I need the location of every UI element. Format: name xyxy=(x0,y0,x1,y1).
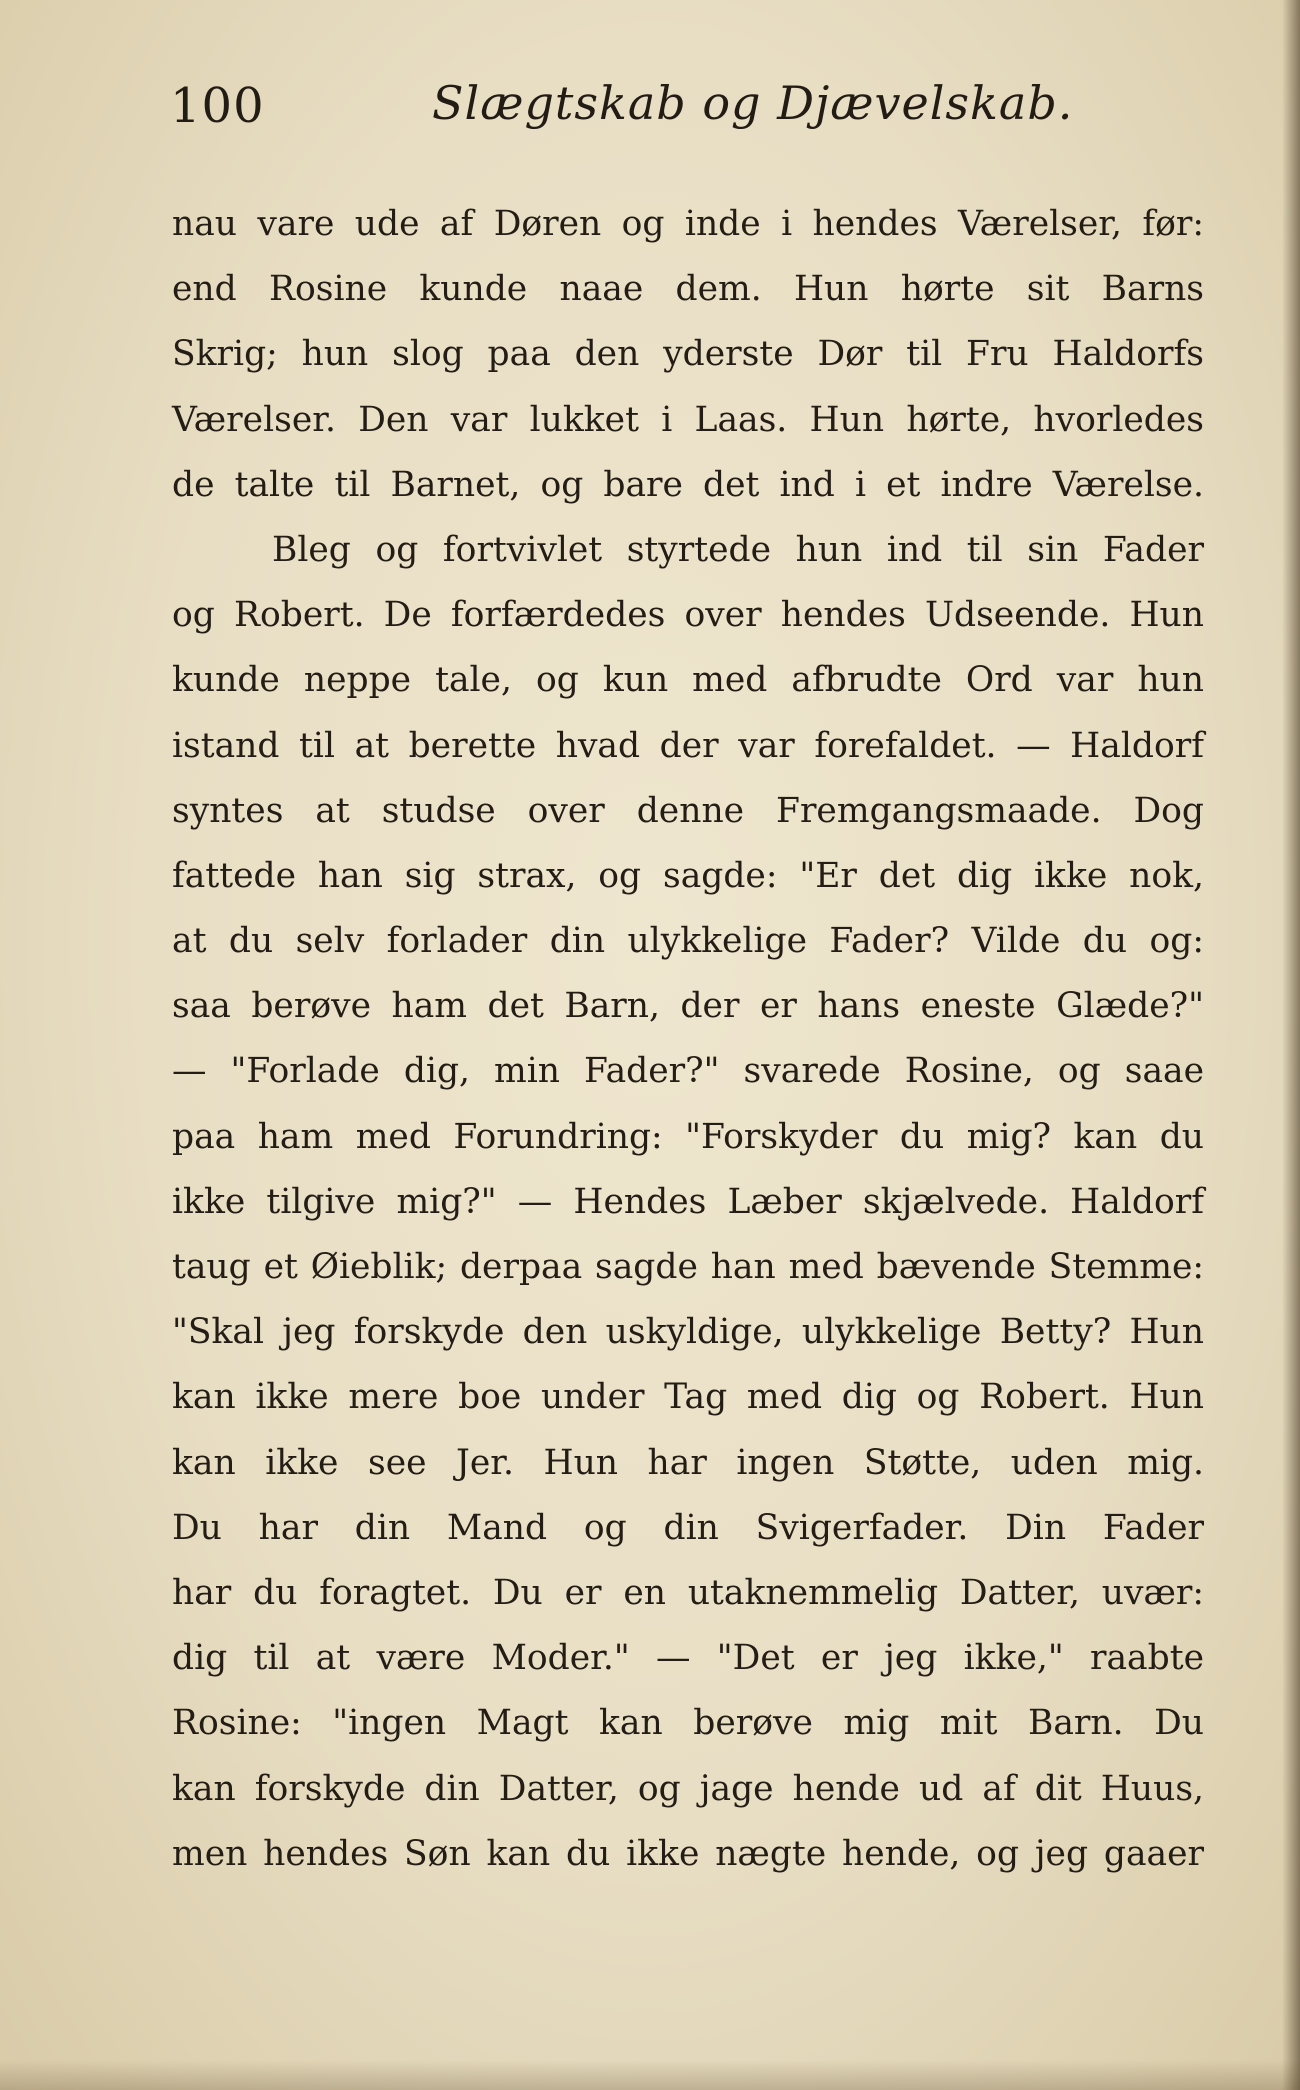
page-edge-shadow xyxy=(1282,0,1300,2090)
text-line: men hendes Søn kan du ikke nægte hende, og jeg gaaer xyxy=(172,1833,1204,1874)
text-line: paa ham med Forundring: "Forskyder du mig? kan du xyxy=(172,1116,1204,1157)
text-line: nau vare ude af Døren og inde i hendes Værelser, før: xyxy=(172,204,1204,244)
text-line: — "Forlade dig, min Fader?" svarede Rosine, og saae xyxy=(172,1051,1204,1092)
text-line: saa berøve ham det Barn, der er hans eneste Glæde?" xyxy=(172,986,1204,1027)
text-line: Værelser. Den var lukket i Laas. Hun hørte, hvorledes xyxy=(172,399,1204,440)
page-number: 100 xyxy=(170,78,265,134)
text-line: taug et Øieblik; derpaa sagde han med bævende Stemme: xyxy=(172,1247,1204,1287)
text-line: Du har din Mand og din Svigerfader. Din Fader xyxy=(172,1507,1204,1548)
text-line: kunde neppe tale, og kun med afbrudte Ord var hun xyxy=(172,660,1204,701)
text-line: kan ikke see Jer. Hun har ingen Støtte, uden mig. xyxy=(172,1442,1204,1483)
running-title: Slægtskab og Djævelskab. xyxy=(432,76,1074,130)
page-header xyxy=(170,68,1210,148)
text-line: kan forskyde din Datter, og jage hende ud af dit Huus, xyxy=(172,1768,1204,1809)
text-line: fattede han sig strax, og sagde: "Er det dig ikke nok, xyxy=(172,855,1204,896)
text-line: og Robert. De forfærdedes over hendes Udseende. Hun xyxy=(172,595,1204,636)
text-line: Bleg og fortvivlet styrtede hun ind til sin Fader xyxy=(272,529,1204,570)
text-line: Skrig; hun slog paa den yderste Dør til Fru Haldorfs xyxy=(172,334,1204,375)
text-line: har du foragtet. Du er en utaknemmelig Datter, uvær: xyxy=(172,1572,1204,1613)
text-line: dig til at være Moder." — "Det er jeg ikke," raabte xyxy=(172,1638,1204,1679)
text-line: istand til at berette hvad der var forefaldet. — Haldorf xyxy=(172,725,1204,766)
text-line: Rosine: "ingen Magt kan berøve mig mit Barn. Du xyxy=(172,1703,1204,1744)
text-line: de talte til Barnet, og bare det ind i et indre Værelse. xyxy=(172,464,1204,505)
text-line: syntes at studse over denne Fremgangsmaade. Dog xyxy=(172,790,1204,831)
page-bottom-shadow xyxy=(0,2060,1300,2090)
body-text xyxy=(172,192,1204,1887)
text-line: end Rosine kunde naae dem. Hun hørte sit Barns xyxy=(172,269,1204,310)
text-line: ikke tilgive mig?" — Hendes Læber skjælvede. Haldorf xyxy=(172,1181,1204,1222)
text-line: "Skal jeg forskyde den uskyldige, ulykkelige Betty? Hun xyxy=(172,1312,1204,1353)
text-line: at du selv forlader din ulykkelige Fader? Vilde du og: xyxy=(172,921,1204,962)
text-line: kan ikke mere boe under Tag med dig og Robert. Hun xyxy=(172,1377,1204,1418)
